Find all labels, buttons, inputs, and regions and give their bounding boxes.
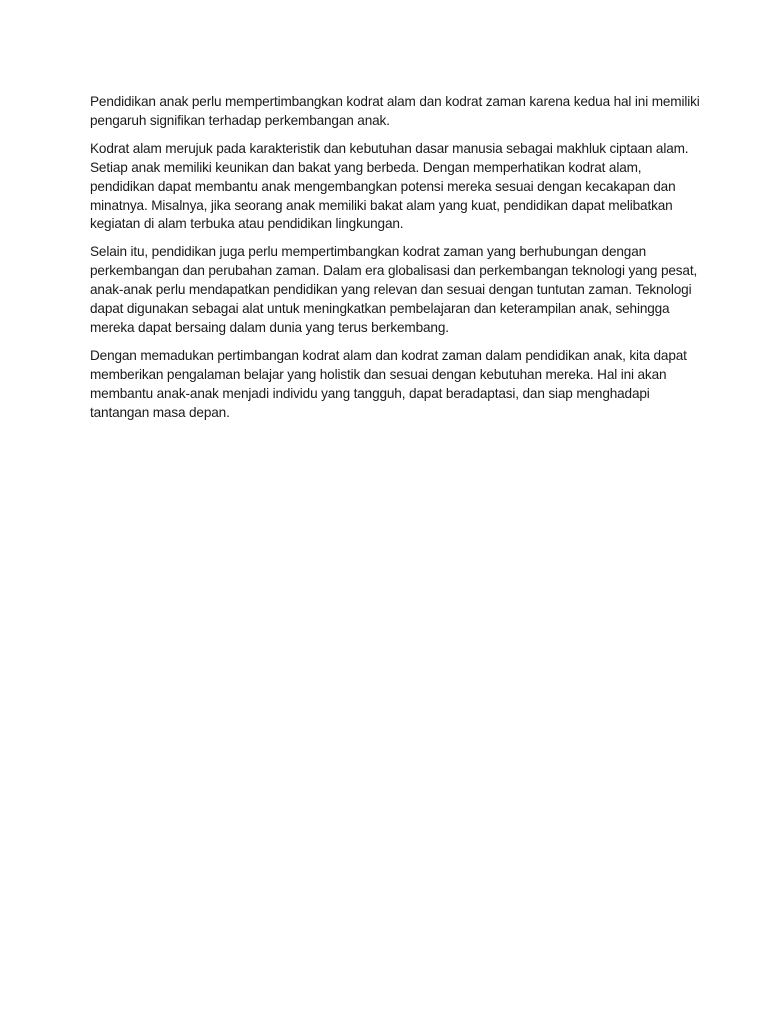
- text-line: mereka dapat bersaing dalam dunia yang terus berkembang.: [90, 319, 449, 335]
- text-line: pendidikan dapat membantu anak mengembangkan potensi mereka sesuai dengan kecakapan dan: [90, 178, 676, 194]
- text-line: pengaruh signifikan terhadap perkembangan anak.: [90, 112, 390, 128]
- text-line: Dengan memadukan pertimbangan kodrat alam dan kodrat zaman dalam pendidikan anak, kita dapat: [90, 347, 687, 363]
- text-line: tantangan masa depan.: [90, 404, 230, 420]
- paragraph-kodrat-zaman: [90, 243, 698, 338]
- text-line: anak-anak perlu mendapatkan pendidikan yang relevan dan sesuai dengan tuntutan zaman. Teknologi: [90, 282, 692, 298]
- text-line: kegiatan di alam terbuka atau pendidikan lingkungan.: [90, 216, 404, 232]
- text-line: Pendidikan anak perlu mempertimbangkan kodrat alam dan kodrat zaman karena kedua hal ini memiliki: [90, 94, 700, 109]
- text-line: Setiap anak memiliki keunikan dan bakat yang berbeda. Dengan memperhatikan kodrat alam,: [90, 159, 642, 175]
- text-line: Kodrat alam merujuk pada karakteristik dan kebutuhan dasar manusia sebagai makhluk ciptaan alam.: [90, 140, 689, 156]
- text-line: minatnya. Misalnya, jika seorang anak memiliki bakat alam yang kuat, pendidikan dapat melibatkan: [90, 197, 673, 213]
- paragraph-conclusion: [90, 347, 690, 423]
- text-line: Selain itu, pendidikan juga perlu mempertimbangkan kodrat zaman yang berhubungan dengan: [90, 244, 647, 260]
- paragraph-kodrat-alam: [90, 140, 690, 235]
- text-line: membantu anak-anak menjadi individu yang tangguh, dapat beradaptasi, dan siap menghadapi: [90, 385, 650, 401]
- text-line: memberikan pengalaman belajar yang holistik dan sesuai dengan kebutuhan mereka. Hal ini akan: [90, 366, 667, 382]
- document-body: [90, 93, 700, 432]
- text-line: perkembangan dan perubahan zaman. Dalam era globalisasi dan perkembangan teknologi yang pesat,: [90, 263, 698, 279]
- text-line: dapat digunakan sebagai alat untuk meningkatkan pembelajaran dan keterampilan anak, sehingga: [90, 301, 670, 317]
- paragraph-intro: [90, 93, 700, 131]
